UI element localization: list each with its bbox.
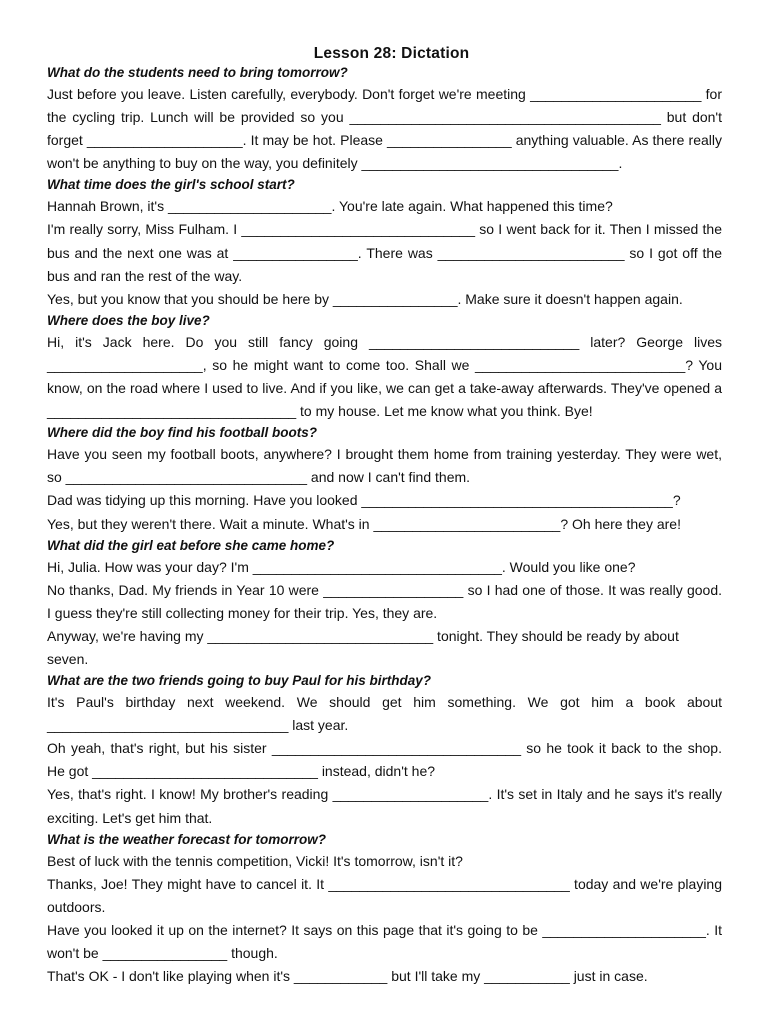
dictation-paragraph: Dad was tidying up this morning. Have you looked ________________________________________? xyxy=(47,492,681,509)
dictation-paragraph: Best of luck with the tennis competition, Vicki! It's tomorrow, isn't it? xyxy=(47,852,463,869)
dictation-paragraph: Have you seen my football boots, anywhere? I brought them home from training yesterday. They were wet, so _______________________________ and now I can't find them. xyxy=(47,446,722,486)
page-title: Lesson 28: Dictation xyxy=(313,45,470,62)
dictation-paragraph: Just before you leave. Listen carefully, everybody. Don't forget we're meeting ______________________ for the cycling trip. Lunch will be provided so you ________________________________________ but don't forget ____________________. It may be hot. Please ________________ anything valuable. As there really won't be anything to buy on the way, you definitely _________________________________. xyxy=(47,86,722,172)
dictation-paragraph: Yes, but you know that you should be here by ________________. Make sure it doesn't happen again. xyxy=(47,290,683,307)
dictation-paragraph: Oh yeah, that's right, but his sister ________________________________ so he took it back to the shop. He got _____________________________ instead, didn't he? xyxy=(47,740,722,780)
dictation-paragraph: Anyway, we're having my _____________________________ tonight. They should be ready by about seven. xyxy=(47,627,679,667)
section-question: Where did the boy find his football boots? xyxy=(47,425,317,441)
dictation-paragraph: It's Paul's birthday next weekend. We should get him something. We got him a book about _______________________________ last year. xyxy=(47,694,722,734)
dictation-paragraph: I'm really sorry, Miss Fulham. I ______________________________ so I went back for it. Then I missed the bus and the next one was at ________________. There was ________________________ so I got off the bus and ran the rest of the way. xyxy=(47,221,722,284)
section-question: What time does the girl's school start? xyxy=(47,177,295,193)
section-football-boots xyxy=(47,423,722,535)
dictation-paragraph: Hannah Brown, it's _____________________. You're late again. What happened this time? xyxy=(47,198,613,215)
dictation-paragraph: Hi, it's Jack here. Do you still fancy going ___________________________ later? George lives ____________________, so he might want to come too. Shall we ___________________________? You know, on the road where I used to live. And if you like, we can get a take-away afterwards. They've opened a ________________________________ to my house. Let me know what you think. Bye! xyxy=(47,333,722,420)
section-paul-birthday xyxy=(47,671,722,830)
dictation-paragraph: Have you looked it up on the internet? It says on this page that it's going to be _____________________. It won't be ________________ though. xyxy=(47,921,722,961)
dictation-paragraph: Thanks, Joe! They might have to cancel it. It _______________________________ today and we're playing outdoors. xyxy=(47,875,722,915)
section-question: What do the students need to bring tomorrow? xyxy=(47,65,348,80)
section-weather-forecast xyxy=(47,830,722,989)
section-question: Where does the boy live? xyxy=(47,312,210,328)
dictation-paragraph: That's OK - I don't like playing when it's ____________ but I'll take my ___________ just in case. xyxy=(47,968,648,985)
section-girl-eat xyxy=(47,536,722,671)
section-students-bring xyxy=(47,63,722,175)
section-question: What did the girl eat before she came home? xyxy=(47,537,335,553)
section-boy-live xyxy=(47,311,722,423)
dictation-paragraph: Yes, that's right. I know! My brother's reading ____________________. It's set in Italy and he says it's really exciting. Let's get him that. xyxy=(47,786,722,826)
section-school-start xyxy=(47,175,722,310)
dictation-paragraph: Hi, Julia. How was your day? I'm ________________________________. Would you like one? xyxy=(47,558,636,575)
section-question: What are the two friends going to buy Paul for his birthday? xyxy=(47,673,432,689)
section-question: What is the weather forecast for tomorrow? xyxy=(47,831,327,847)
dictation-paragraph: Yes, but they weren't there. Wait a minute. What's in ________________________? Oh here they are! xyxy=(47,515,681,532)
dictation-paragraph: No thanks, Dad. My friends in Year 10 were __________________ so I had one of those. It was really good. I guess they're still collecting money for their trip. Yes, they are. xyxy=(47,581,722,621)
